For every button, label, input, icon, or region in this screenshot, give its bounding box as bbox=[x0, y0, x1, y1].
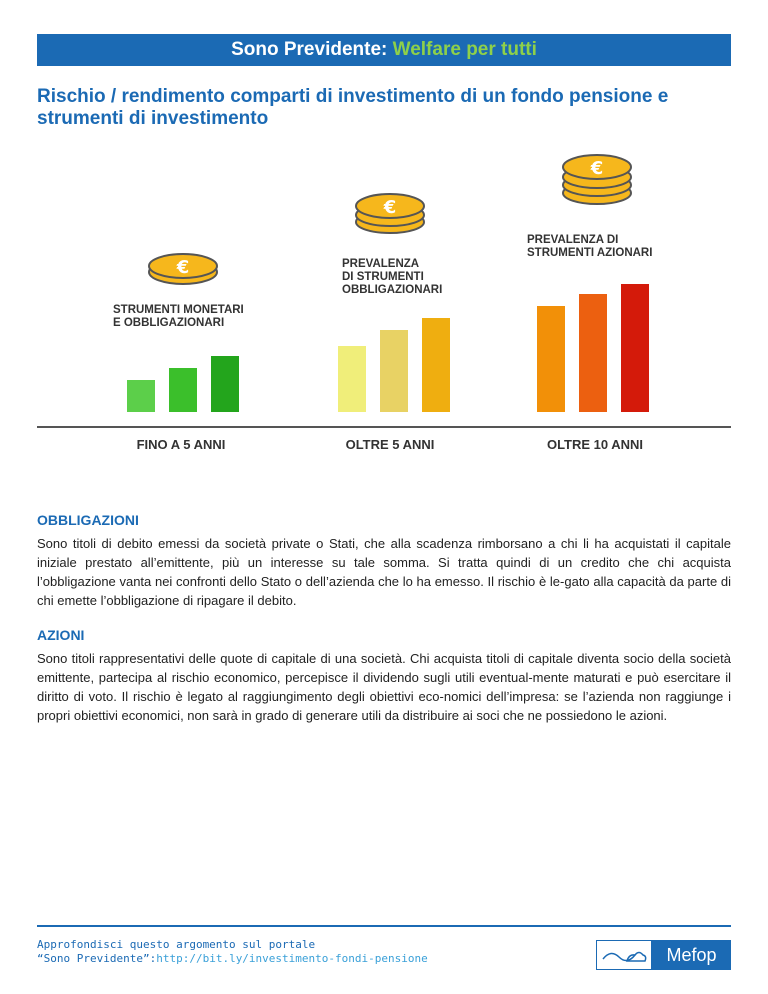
period-label: OLTRE 10 ANNI bbox=[546, 437, 644, 452]
body-line: nomici dell’impresa: se l’azienda non raggiunge i propri obiettivi economici, non sarà in grado di generare bbox=[37, 689, 731, 723]
footer-line-1: Approfondisci questo argomento sul portale bbox=[37, 938, 316, 951]
euro-icon: € bbox=[383, 197, 397, 218]
coin-stack-icon bbox=[352, 190, 428, 236]
bar bbox=[211, 356, 239, 412]
group-label bbox=[113, 304, 244, 330]
body-line: il capitale iniziale prestato all’emittente, più un interesse su tale somma. Si tratta quindi di un credito che bbox=[37, 536, 731, 570]
euro-icon: € bbox=[590, 158, 604, 179]
main-title: Rischio / rendimento comparti di investimento di un fondo pensione e strumenti di investimento bbox=[37, 86, 669, 129]
group-label bbox=[527, 234, 652, 260]
body-line: Sono titoli di debito emessi da società private o Stati, che alla scadenza rimborsano a chi li ha acquistati bbox=[37, 536, 670, 551]
footer-divider bbox=[37, 925, 731, 927]
bar bbox=[579, 294, 607, 412]
footer-text bbox=[37, 938, 428, 966]
bar bbox=[169, 368, 197, 412]
group-long-term bbox=[517, 140, 717, 470]
section-azioni bbox=[37, 627, 731, 725]
body-line: chi acquista l’obbligazione vanta nei confronti dello Stato o dell’azienda che lo ha emesso. Il rischio è le- bbox=[37, 555, 731, 589]
body-line: mente maturati e può esercitare il diritto di voto. Il rischio è legato al raggiungimento degli obiettivi eco- bbox=[37, 670, 731, 704]
footer-link[interactable]: http://bit.ly/investimento-fondi-pensione bbox=[156, 952, 428, 965]
group-label bbox=[342, 258, 442, 297]
group-label-line: PREVALENZA DI bbox=[527, 234, 619, 246]
bar bbox=[338, 346, 366, 412]
group-label-line: PREVALENZA bbox=[342, 258, 420, 270]
body-line: Sono titoli rappresentativi delle quote di capitale di una società. Chi acquista titoli di capitale diventa bbox=[37, 651, 620, 666]
footer-line-2 bbox=[37, 952, 428, 966]
header-subtitle: Welfare per tutti bbox=[392, 39, 537, 60]
coin-stack-icon bbox=[145, 248, 221, 288]
group-label-line: STRUMENTI AZIONARI bbox=[527, 247, 653, 259]
body-line: utili da distribuire ai soci che ne possiedono le azioni. bbox=[361, 708, 668, 723]
bar bbox=[621, 284, 649, 412]
section-body bbox=[37, 649, 731, 725]
group-label-line: E OBBLIGAZIONARI bbox=[113, 317, 225, 329]
group-short-term bbox=[97, 140, 297, 470]
mefop-logo bbox=[596, 940, 731, 970]
section-heading: OBBLIGAZIONI bbox=[37, 512, 139, 528]
footer-prefix: “Sono Previdente”: bbox=[37, 952, 157, 965]
euro-icon: € bbox=[176, 257, 190, 278]
section-body bbox=[37, 534, 731, 610]
group-label-line: OBBLIGAZIONARI bbox=[342, 284, 443, 296]
header-title: Sono Previdente: bbox=[231, 39, 388, 60]
bar bbox=[537, 306, 565, 412]
group-medium-term bbox=[302, 140, 502, 470]
section-obbligazioni bbox=[37, 512, 731, 610]
brand-name: Mefop bbox=[652, 940, 731, 970]
bar bbox=[422, 318, 450, 412]
bar bbox=[380, 330, 408, 412]
body-line: gato alla capacità da parte di chi emette l’obbligazione di ripagare il debito. bbox=[37, 574, 732, 608]
header-bar bbox=[37, 34, 731, 66]
cloud-logo-icon bbox=[596, 940, 652, 970]
body-line: socio della società emittente, partecipa al rischio economico, percepisce il dividendo sugli utili eventual- bbox=[37, 651, 731, 685]
bar bbox=[127, 380, 155, 412]
period-label: FINO A 5 ANNI bbox=[136, 437, 226, 452]
section-heading: AZIONI bbox=[37, 627, 85, 643]
period-label: OLTRE 5 ANNI bbox=[345, 437, 435, 452]
coin-stack-icon bbox=[559, 145, 635, 207]
group-label-line: STRUMENTI MONETARI bbox=[113, 304, 244, 316]
baseline-divider bbox=[37, 426, 731, 428]
risk-return-graphic bbox=[37, 140, 731, 470]
group-label-line: DI STRUMENTI bbox=[342, 271, 424, 283]
